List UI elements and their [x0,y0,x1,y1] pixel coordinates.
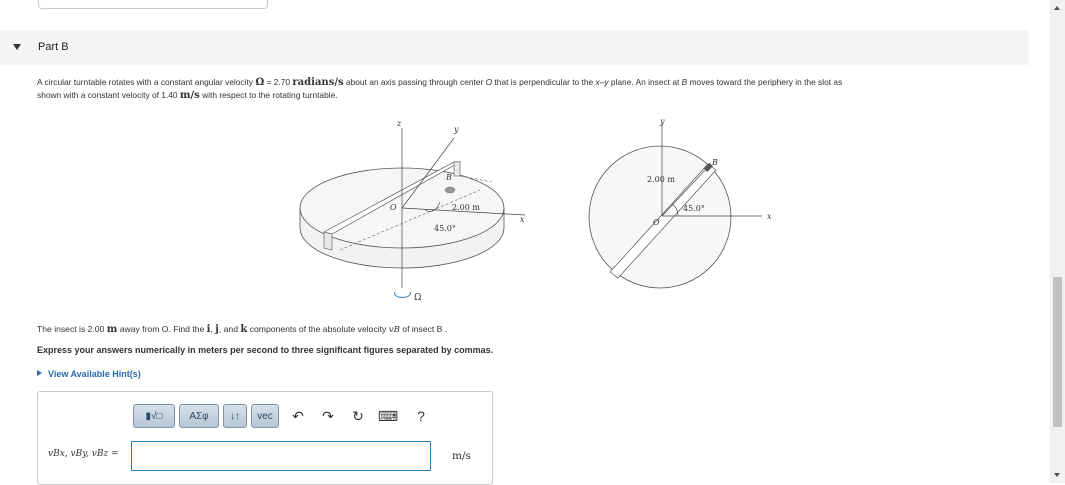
problem-text: plane. An insect at [608,77,682,87]
turntable-figure [280,110,780,310]
question-part: components of the absolute velocity [247,324,389,334]
greek-symbols-button[interactable]: ΑΣφ [179,404,219,428]
problem-text: about an axis passing through center [343,77,486,87]
z-axis-label: z [397,119,402,128]
velocity-symbol: vB [388,325,400,335]
point-label: B [681,77,688,87]
k-vector: k [240,324,248,335]
omega-symbol: Ω [255,77,265,88]
scroll-up-arrow-icon[interactable] [1054,6,1060,10]
turntable-top-view [589,117,772,288]
vector-button[interactable]: vec [251,404,279,428]
help-icon[interactable]: ? [417,408,425,424]
answer-unit: m/s [452,450,471,462]
question-part: The insect is 2.00 [37,324,107,334]
view-hints-link[interactable] [37,369,141,379]
point-b-label: B [446,173,452,182]
top-x-label: x [767,212,772,221]
center-label: O [485,77,493,87]
radian-unit: radians/s [292,77,344,88]
answer-box [37,391,493,485]
top-point-b-label: B [712,158,718,167]
question-part: away from O. Find the [117,324,207,334]
problem-statement [37,76,1027,102]
question-part: , and [218,324,241,334]
distance-label: 2.00 m [452,203,480,212]
previous-answer-box [38,0,268,9]
top-distance-label: 2.00 m [647,175,675,184]
part-title: Part B [38,41,69,53]
omega-label: Ω [414,293,422,303]
problem-text: that is perpendicular to the [492,77,596,87]
i-vector: i [206,324,211,335]
velocity-unit: m/s [179,90,200,101]
hint-label: View Available Hint(s) [48,369,141,379]
subscript-superscript-button[interactable]: ↓↑ [223,404,247,428]
x-axis-label: x [520,215,525,224]
turntable-3d-view [300,119,525,303]
reset-icon[interactable]: ↻ [352,407,364,424]
plane-label: x–y [595,77,609,87]
y-axis-label: y [454,125,459,134]
angle-label: 45.0° [434,224,456,233]
j-vector: j [215,324,219,335]
redo-icon[interactable]: ↷ [322,407,334,424]
templates-button[interactable]: ▮√□ [133,404,175,428]
problem-text: shown with a constant velocity of 1.40 [37,90,180,100]
answer-instruction: Express your answers numerically in meters per second to three significant figures separated by commas. [37,345,494,355]
problem-text: with respect to the rotating turntable. [199,90,338,100]
undo-icon[interactable]: ↶ [292,407,304,424]
top-angle-label: 45.0° [683,204,705,213]
collapse-caret-icon[interactable] [13,44,21,50]
top-origin-label: O [653,218,660,227]
question-part: of insect B . [399,324,448,334]
top-y-label: y [660,117,665,126]
scrollbar-thumb[interactable] [1053,277,1062,427]
origin-label: O [390,203,397,212]
vertical-scrollbar[interactable] [1050,0,1065,483]
part-header[interactable] [0,30,1029,65]
keyboard-icon[interactable]: ⌨ [377,407,399,424]
problem-text: = 2.70 [264,77,293,87]
problem-text: moves toward the periphery in the slot as [687,77,843,87]
scroll-down-arrow-icon[interactable] [1054,473,1060,477]
problem-text: A circular turntable rotates with a constant angular velocity [37,77,256,87]
question-text [37,324,447,335]
meter-unit: m [106,324,118,335]
answer-input[interactable] [131,441,431,471]
question-part: , [210,324,216,334]
answer-label: vBx, vBy, vBz = [48,449,119,459]
expand-triangle-icon [37,370,42,376]
